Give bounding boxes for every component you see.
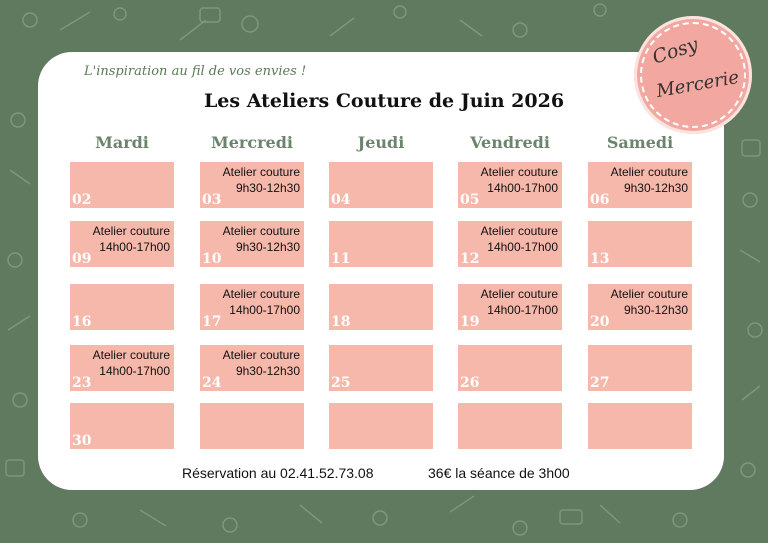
tagline: L'inspiration au fil de vos envies ! xyxy=(84,64,307,79)
calendar-cell xyxy=(458,345,562,391)
calendar-cell xyxy=(588,221,692,267)
workshop-title: Atelier couture xyxy=(480,165,558,179)
day-number: 30 xyxy=(72,433,92,449)
day-number: 10 xyxy=(202,251,222,267)
calendar-cell xyxy=(458,221,562,267)
calendar-cell xyxy=(458,162,562,208)
workshop-time: 9h30-12h30 xyxy=(235,181,300,195)
badge-line-1: Cosy xyxy=(649,33,701,69)
workshop-title: Atelier couture xyxy=(610,287,688,301)
calendar-cell xyxy=(458,284,562,330)
day-number: 03 xyxy=(202,192,222,208)
day-number: 20 xyxy=(590,314,610,330)
day-header-vendredi: Vendredi xyxy=(470,133,550,152)
calendar-cell xyxy=(200,345,304,391)
day-number: 09 xyxy=(72,251,92,267)
calendar-cell xyxy=(329,162,433,208)
day-number: 06 xyxy=(590,192,610,208)
calendar-cell xyxy=(200,403,304,449)
workshop-title: Atelier couture xyxy=(222,287,300,301)
reservation-text: Réservation au 02.41.52.73.08 xyxy=(182,465,374,481)
calendar-cell xyxy=(329,345,433,391)
calendar-cell xyxy=(70,284,174,330)
workshop-title: Atelier couture xyxy=(222,348,300,362)
workshop-time: 9h30-12h30 xyxy=(235,364,300,378)
day-number: 04 xyxy=(331,192,351,208)
calendar-cell xyxy=(70,403,174,449)
day-number: 26 xyxy=(460,375,480,391)
day-number: 19 xyxy=(460,314,480,330)
workshop-time: 14h00-17h00 xyxy=(487,303,558,317)
page-title: Les Ateliers Couture de Juin 2026 xyxy=(203,90,565,112)
badge-line-2: Mercerie xyxy=(654,66,741,103)
day-number: 16 xyxy=(72,314,92,330)
day-number: 27 xyxy=(590,375,610,391)
calendar-cell xyxy=(70,345,174,391)
calendar-cell xyxy=(588,345,692,391)
calendar-cell xyxy=(588,284,692,330)
calendar-cell xyxy=(588,162,692,208)
day-header-mercredi: Mercredi xyxy=(211,133,293,152)
workshop-title: Atelier couture xyxy=(222,224,300,238)
workshop-time: 9h30-12h30 xyxy=(623,303,688,317)
brand-badge xyxy=(634,16,752,134)
workshop-title: Atelier couture xyxy=(92,348,170,362)
workshop-title: Atelier couture xyxy=(610,165,688,179)
day-number: 24 xyxy=(202,375,222,391)
day-number: 13 xyxy=(590,251,610,267)
calendar-cell xyxy=(329,221,433,267)
calendar-cell xyxy=(70,221,174,267)
workshop-time: 9h30-12h30 xyxy=(623,181,688,195)
workshop-time: 14h00-17h00 xyxy=(99,240,170,254)
day-number: 18 xyxy=(331,314,351,330)
day-number: 05 xyxy=(460,192,480,208)
workshop-time: 14h00-17h00 xyxy=(487,240,558,254)
workshop-title: Atelier couture xyxy=(480,287,558,301)
day-header-mardi: Mardi xyxy=(95,133,149,152)
workshop-time: 14h00-17h00 xyxy=(487,181,558,195)
day-header-jeudi: Jeudi xyxy=(357,133,405,152)
workshop-time: 14h00-17h00 xyxy=(99,364,170,378)
workshop-time: 9h30-12h30 xyxy=(235,240,300,254)
calendar-cell xyxy=(329,403,433,449)
calendar-cell xyxy=(588,403,692,449)
day-number: 12 xyxy=(460,251,480,267)
calendar-cell xyxy=(200,284,304,330)
day-number: 25 xyxy=(331,375,351,391)
workshop-title: Atelier couture xyxy=(222,165,300,179)
day-number: 11 xyxy=(331,251,351,267)
calendar-cell xyxy=(329,284,433,330)
day-header-samedi: Samedi xyxy=(606,133,674,152)
calendar-cell xyxy=(200,221,304,267)
day-number: 23 xyxy=(72,375,92,391)
day-number: 17 xyxy=(202,314,222,330)
price-text: 36€ la séance de 3h00 xyxy=(428,465,570,481)
day-number: 02 xyxy=(72,192,92,208)
workshop-time: 14h00-17h00 xyxy=(229,303,300,317)
workshop-title: Atelier couture xyxy=(480,224,558,238)
calendar-cell xyxy=(70,162,174,208)
calendar-cell xyxy=(458,403,562,449)
workshop-title: Atelier couture xyxy=(92,224,170,238)
calendar-cell xyxy=(200,162,304,208)
